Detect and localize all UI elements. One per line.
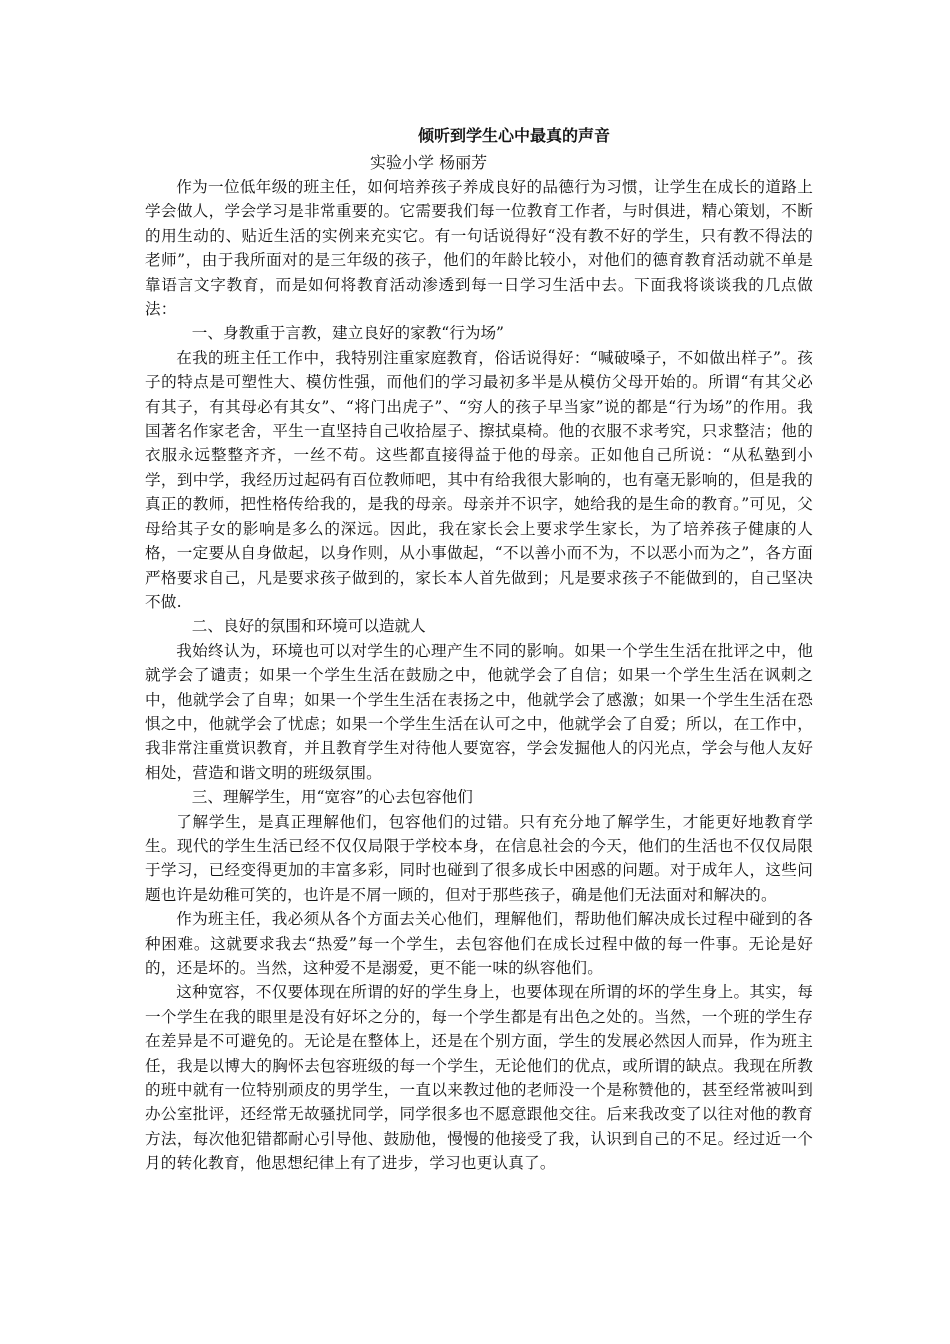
intro-paragraph: 作为一位低年级的班主任，如何培养孩子养成良好的品德行为习惯，让学生在成长的道路上学会做人，学会学习是非常重要的。它需要我们每一位教育工作者，与时俱进，精心策划，不断的用生动的、贴近生活的实例来充实它。有一句话说得好“没有教不好的学生，只有教不得法的老师”，由于我所面对的是三年级的孩子，他们的年龄比较小，对他们的德育教育活动就不单是靠语言文字教育，而是如何将教育活动渗透到每一日学习生活中去。下面我将谈谈我的几点做法：	[145, 178, 813, 319]
section-2-heading: 二、良好的氛围和环境可以造就人	[191, 617, 426, 636]
section-3-paragraph-2: 作为班主任，我必须从各个方面去关心他们，理解他们，帮助他们解决成长过程中碰到的各种困难。这就要求我去“热爱”每一个学生，去包容他们在成长过程中做的每一件事。无论是好的，还是坏的。当然，这种爱不是溺爱，更不能一味的纵容他们。	[145, 910, 813, 977]
document-author: 实验小学 杨丽芳	[370, 153, 488, 172]
section-1-heading: 一、身教重于言教，建立良好的家教“行为场”	[191, 324, 505, 343]
section-3-heading: 三、理解学生，用“宽容”的心去包容他们	[191, 788, 473, 807]
section-3-paragraph-3: 这种宽容，不仅要体现在所谓的好的学生身上，也要体现在所谓的坏的学生身上。其实，每一个学生在我的眼里是没有好坏之分的，每一个学生都是有出色之处的。当然，一个班的学生存在差异是不可避免的。无论是在整体上，还是在个别方面，学生的发展必然因人而异，作为班主任，我是以博大的胸怀去包容班级的每一个学生，无论他们的优点，或所谓的缺点。我现在所教的班中就有一位特别顽皮的男学生，一直以来教过他的老师没一个是称赞他的，甚至经常被叫到办公室批评，还经常无故骚扰同学，同学很多也不愿意跟他交往。后来我改变了以往对他的教育方法，每次他犯错都耐心引导他、鼓励他，慢慢的他接受了我，认识到自己的不足。经过近一个月的转化教育，他思想纪律上有了进步，学习也更认真了。	[145, 983, 813, 1173]
section-3-paragraph-1: 了解学生，是真正理解他们，包容他们的过错。只有充分地了解学生，才能更好地教育学生。现代的学生生活已经不仅仅局限于学校本身，在信息社会的今天，他们的生活也不仅仅局限于学习，已经变得更加的丰富多彩，同时也碰到了很多成长中困惑的问题。对于成年人，这些问题也许是幼稚可笑的，也许是不屑一顾的，但对于那些孩子，确是他们无法面对和解决的。	[145, 812, 813, 904]
document-page	[145, 122, 813, 1176]
section-2-paragraph: 我始终认为，环境也可以对学生的心理产生不同的影响。如果一个学生生活在批评之中，他就学会了谴责；如果一个学生生活在鼓励之中，他就学会了自信；如果一个学生生活在讽刺之中，他就学会了自卑；如果一个学生生活在表扬之中，他就学会了感激；如果一个学生生活在恐惧之中，他就学会了忧虑；如果一个学生生活在认可之中，他就学会了自爱；所以，在工作中，我非常注重赏识教育，并且教育学生对待他人要宽容，学会发掘他人的闪光点，学会与他人友好相处，营造和谐文明的班级氛围。	[145, 641, 813, 782]
document-title: 倾听到学生心中最真的声音	[417, 126, 610, 145]
section-1-paragraph: 在我的班主任工作中，我特别注重家庭教育，俗话说得好：“喊破嗓子，不如做出样子”。孩子的特点是可塑性大、模仿性强，而他们的学习最初多半是从模仿父母开始的。所谓“有其父必有其子，有其母必有其女”、“将门出虎子”、“穷人的孩子早当家”说的都是“行为场”的作用。我国著名作家老舍，平生一直坚持自己收拾屋子、擦拭桌椅。他的衣服不求考究，只求整洁；他的衣服永远整整齐齐，一丝不苟。这些都直接得益于他的母亲。正如他自己所说：“从私塾到小学，到中学，我经历过起码有百位教师吧，其中有给我很大影响的，也有毫无影响的，但是我的真正的教师，把性格传给我的，是我的母亲。母亲并不识字，她给我的是生命的教育。”可见，父母给其子女的影响是多么的深远。因此，我在家长会上要求学生家长，为了培养孩子健康的人格，一定要从自身做起，以身作则，从小事做起，“不以善小而不为，不以恶小而为之”，各方面严格要求自己，凡是要求孩子做到的，家长本人首先做到；凡是要求孩子不能做到的，自己坚决不做.	[145, 348, 813, 611]
